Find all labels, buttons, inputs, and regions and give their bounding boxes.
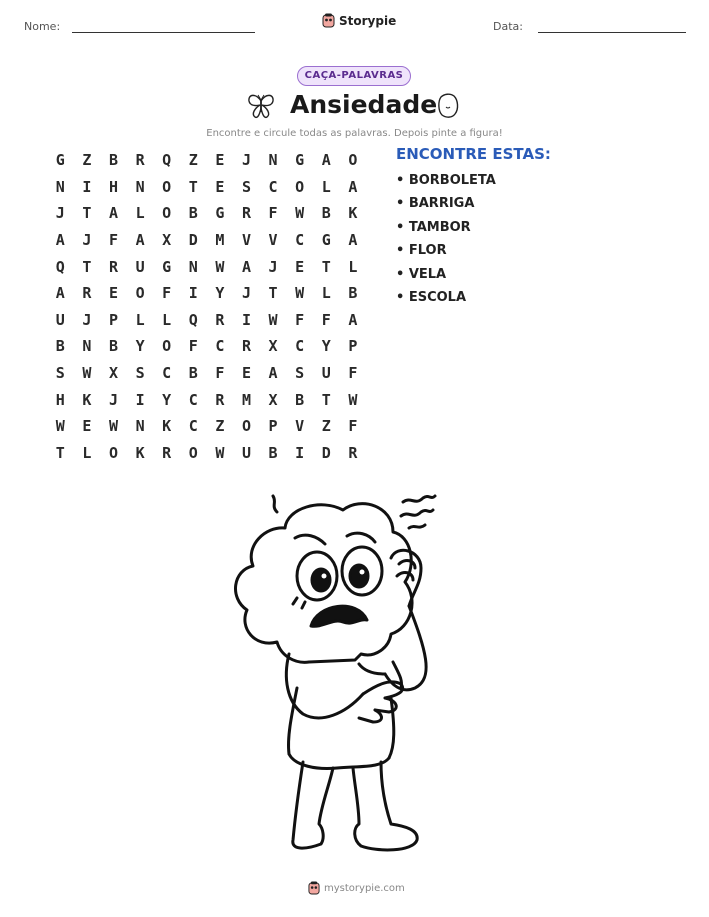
grid-letter[interactable]: R (348, 443, 358, 462)
grid-letter[interactable]: A (321, 151, 331, 170)
grid-letter[interactable]: Q (55, 257, 65, 276)
grid-letter[interactable]: N (82, 337, 92, 356)
grid-letter[interactable]: J (241, 151, 251, 170)
grid-letter[interactable]: R (162, 443, 172, 462)
grid-letter[interactable]: C (215, 337, 225, 356)
grid-letter[interactable]: G (215, 204, 225, 223)
page-title: Ansiedade (290, 90, 438, 119)
grid-letter[interactable]: L (348, 257, 358, 276)
grid-letter[interactable]: B (348, 284, 358, 303)
grid-letter[interactable]: E (215, 151, 225, 170)
grid-letter[interactable]: R (108, 257, 118, 276)
grid-letter[interactable]: B (295, 390, 305, 409)
grid-letter[interactable]: B (108, 151, 118, 170)
grid-letter[interactable]: W (348, 390, 358, 409)
grid-letter[interactable]: Q (188, 310, 198, 329)
grid-letter[interactable]: J (241, 284, 251, 303)
grid-letter[interactable]: T (82, 257, 92, 276)
grid-letter[interactable]: U (135, 257, 145, 276)
grid-letter[interactable]: V (241, 231, 251, 250)
grid-letter[interactable]: O (135, 284, 145, 303)
grid-letter[interactable]: P (268, 417, 278, 436)
grid-letter[interactable]: B (55, 337, 65, 356)
grid-letter[interactable]: J (55, 204, 65, 223)
grid-letter[interactable]: W (268, 310, 278, 329)
grid-letter[interactable]: Z (215, 417, 225, 436)
grid-letter[interactable]: I (295, 443, 305, 462)
grid-letter[interactable]: H (55, 390, 65, 409)
grid-letter[interactable]: C (162, 364, 172, 383)
grid-letter[interactable]: F (295, 310, 305, 329)
grid-letter[interactable]: G (162, 257, 172, 276)
grid-letter[interactable]: W (55, 417, 65, 436)
grid-letter[interactable]: X (268, 337, 278, 356)
butterfly-icon (246, 92, 276, 120)
grid-letter[interactable]: S (135, 364, 145, 383)
grid-letter[interactable]: K (348, 204, 358, 223)
word-list-item: • TAMBOR (396, 219, 471, 235)
grid-letter[interactable]: A (55, 284, 65, 303)
grid-letter[interactable]: F (188, 337, 198, 356)
word-list-item: • BORBOLETA (396, 173, 496, 188)
grid-letter[interactable]: F (162, 284, 172, 303)
grid-letter[interactable]: F (321, 310, 331, 329)
puzzle-type-badge: CAÇA-PALAVRAS (297, 66, 411, 86)
grid-letter[interactable]: I (241, 310, 251, 329)
grid-letter[interactable]: T (188, 177, 198, 196)
belly-icon (436, 93, 460, 119)
grid-letter[interactable]: Y (215, 284, 225, 303)
grid-letter[interactable]: R (241, 337, 251, 356)
instructions: Encontre e circule todas as palavras. Depois pinte a figura! (206, 128, 503, 139)
grid-letter[interactable]: N (55, 177, 65, 196)
word-list-item: • ESCOLA (396, 289, 467, 305)
word-list-item: • BARRIGA (396, 196, 475, 212)
grid-letter[interactable]: H (108, 177, 118, 196)
grid-letter[interactable]: T (321, 257, 331, 276)
grid-letter[interactable]: O (241, 417, 251, 436)
grid-letter[interactable]: A (135, 231, 145, 250)
date-label: Data: (493, 20, 523, 33)
grid-letter[interactable]: L (82, 443, 92, 462)
grid-letter[interactable]: B (268, 443, 278, 462)
grid-letter[interactable]: L (162, 310, 172, 329)
grid-letter[interactable]: J (108, 390, 118, 409)
grid-letter[interactable]: E (295, 257, 305, 276)
grid-letter[interactable]: G (295, 151, 305, 170)
brand (322, 13, 396, 28)
grid-letter[interactable]: N (135, 417, 145, 436)
grid-letter[interactable]: O (162, 204, 172, 223)
grid-letter[interactable]: R (215, 310, 225, 329)
grid-letter[interactable]: C (295, 337, 305, 356)
storypie-logo-icon (308, 881, 320, 895)
grid-letter[interactable]: O (188, 443, 198, 462)
word-list-title: ENCONTRE ESTAS: (396, 145, 551, 163)
grid-letter[interactable]: Q (162, 151, 172, 170)
grid-letter[interactable]: C (268, 177, 278, 196)
grid-letter[interactable]: L (135, 310, 145, 329)
grid-letter[interactable]: G (55, 151, 65, 170)
grid-letter[interactable]: W (295, 284, 305, 303)
grid-letter[interactable]: Y (321, 337, 331, 356)
grid-letter[interactable]: F (268, 204, 278, 223)
footer (308, 881, 405, 895)
grid-letter[interactable]: J (268, 257, 278, 276)
grid-letter[interactable]: J (82, 310, 92, 329)
grid-letter[interactable]: M (215, 231, 225, 250)
grid-letter[interactable]: A (268, 364, 278, 383)
grid-letter[interactable]: I (82, 177, 92, 196)
grid-letter[interactable]: R (241, 204, 251, 223)
grid-letter[interactable]: C (188, 390, 198, 409)
grid-letter[interactable]: X (162, 231, 172, 250)
grid-letter[interactable]: E (241, 364, 251, 383)
grid-letter[interactable]: W (295, 204, 305, 223)
brand-name: Storypie (339, 13, 397, 28)
grid-letter[interactable]: N (268, 151, 278, 170)
grid-letter[interactable]: L (321, 284, 331, 303)
grid-letter[interactable]: Z (82, 151, 92, 170)
grid-letter[interactable]: B (108, 337, 118, 356)
grid-letter[interactable]: A (348, 231, 358, 250)
grid-letter[interactable]: S (295, 364, 305, 383)
grid-letter[interactable]: A (241, 257, 251, 276)
grid-letter[interactable]: V (295, 417, 305, 436)
date-line[interactable] (538, 32, 686, 33)
grid-letter[interactable]: X (268, 390, 278, 409)
grid-letter[interactable]: F (215, 364, 225, 383)
grid-letter[interactable]: Z (188, 151, 198, 170)
grid-letter[interactable]: O (295, 177, 305, 196)
grid-letter[interactable]: R (135, 151, 145, 170)
grid-letter[interactable]: M (241, 390, 251, 409)
grid-letter[interactable]: L (135, 204, 145, 223)
grid-letter[interactable]: O (162, 337, 172, 356)
grid-letter[interactable]: O (108, 443, 118, 462)
grid-letter[interactable]: I (135, 390, 145, 409)
grid-letter[interactable]: K (135, 443, 145, 462)
grid-letter[interactable]: R (215, 390, 225, 409)
grid-letter[interactable]: A (348, 177, 358, 196)
grid-letter[interactable]: W (108, 417, 118, 436)
grid-letter[interactable]: K (82, 390, 92, 409)
grid-letter[interactable]: C (188, 417, 198, 436)
grid-letter[interactable]: B (188, 364, 198, 383)
word-list (396, 172, 496, 312)
grid-letter[interactable]: N (188, 257, 198, 276)
grid-letter[interactable]: E (108, 284, 118, 303)
footer-url[interactable]: mystorypie.com (324, 882, 405, 894)
grid-letter[interactable]: B (321, 204, 331, 223)
grid-letter[interactable]: W (215, 443, 225, 462)
grid-letter[interactable]: N (135, 177, 145, 196)
grid-letter[interactable]: G (321, 231, 331, 250)
grid-letter[interactable]: D (321, 443, 331, 462)
grid-letter[interactable]: A (55, 231, 65, 250)
grid-letter[interactable]: P (108, 310, 118, 329)
grid-letter[interactable]: F (348, 364, 358, 383)
grid-letter[interactable]: U (241, 443, 251, 462)
grid-letter[interactable]: T (82, 204, 92, 223)
grid-letter[interactable]: R (82, 284, 92, 303)
word-list-item: • FLOR (396, 243, 447, 259)
grid-letter[interactable]: Y (135, 337, 145, 356)
grid-letter[interactable]: W (215, 257, 225, 276)
word-list-item: • VELA (396, 266, 447, 282)
grid-letter[interactable]: E (82, 417, 92, 436)
grid-letter[interactable]: Y (162, 390, 172, 409)
grid-letter[interactable]: X (108, 364, 118, 383)
grid-letter[interactable]: E (215, 177, 225, 196)
anxious-character-illustration (225, 488, 465, 858)
grid-letter[interactable]: P (348, 337, 358, 356)
grid-letter[interactable]: A (108, 204, 118, 223)
grid-letter[interactable]: B (188, 204, 198, 223)
grid-letter[interactable]: A (348, 310, 358, 329)
grid-letter[interactable]: U (55, 310, 65, 329)
grid-letter[interactable]: L (321, 177, 331, 196)
grid-letter[interactable]: Z (321, 417, 331, 436)
grid-letter[interactable]: K (162, 417, 172, 436)
grid-letter[interactable]: I (188, 284, 198, 303)
grid-letter[interactable]: T (268, 284, 278, 303)
grid-letter[interactable]: W (82, 364, 92, 383)
grid-letter[interactable]: O (348, 151, 358, 170)
grid-letter[interactable]: D (188, 231, 198, 250)
storypie-logo-icon (322, 13, 335, 28)
letter-grid (47, 147, 366, 466)
grid-letter[interactable]: O (162, 177, 172, 196)
grid-letter[interactable]: T (321, 390, 331, 409)
grid-letter[interactable]: F (348, 417, 358, 436)
grid-letter[interactable]: J (82, 231, 92, 250)
grid-letter[interactable]: S (241, 177, 251, 196)
grid-letter[interactable]: S (55, 364, 65, 383)
grid-letter[interactable]: U (321, 364, 331, 383)
grid-letter[interactable]: V (268, 231, 278, 250)
grid-letter[interactable]: F (108, 231, 118, 250)
name-line[interactable] (72, 32, 255, 33)
grid-letter[interactable]: T (55, 443, 65, 462)
name-label: Nome: (24, 20, 61, 33)
grid-letter[interactable]: C (295, 231, 305, 250)
